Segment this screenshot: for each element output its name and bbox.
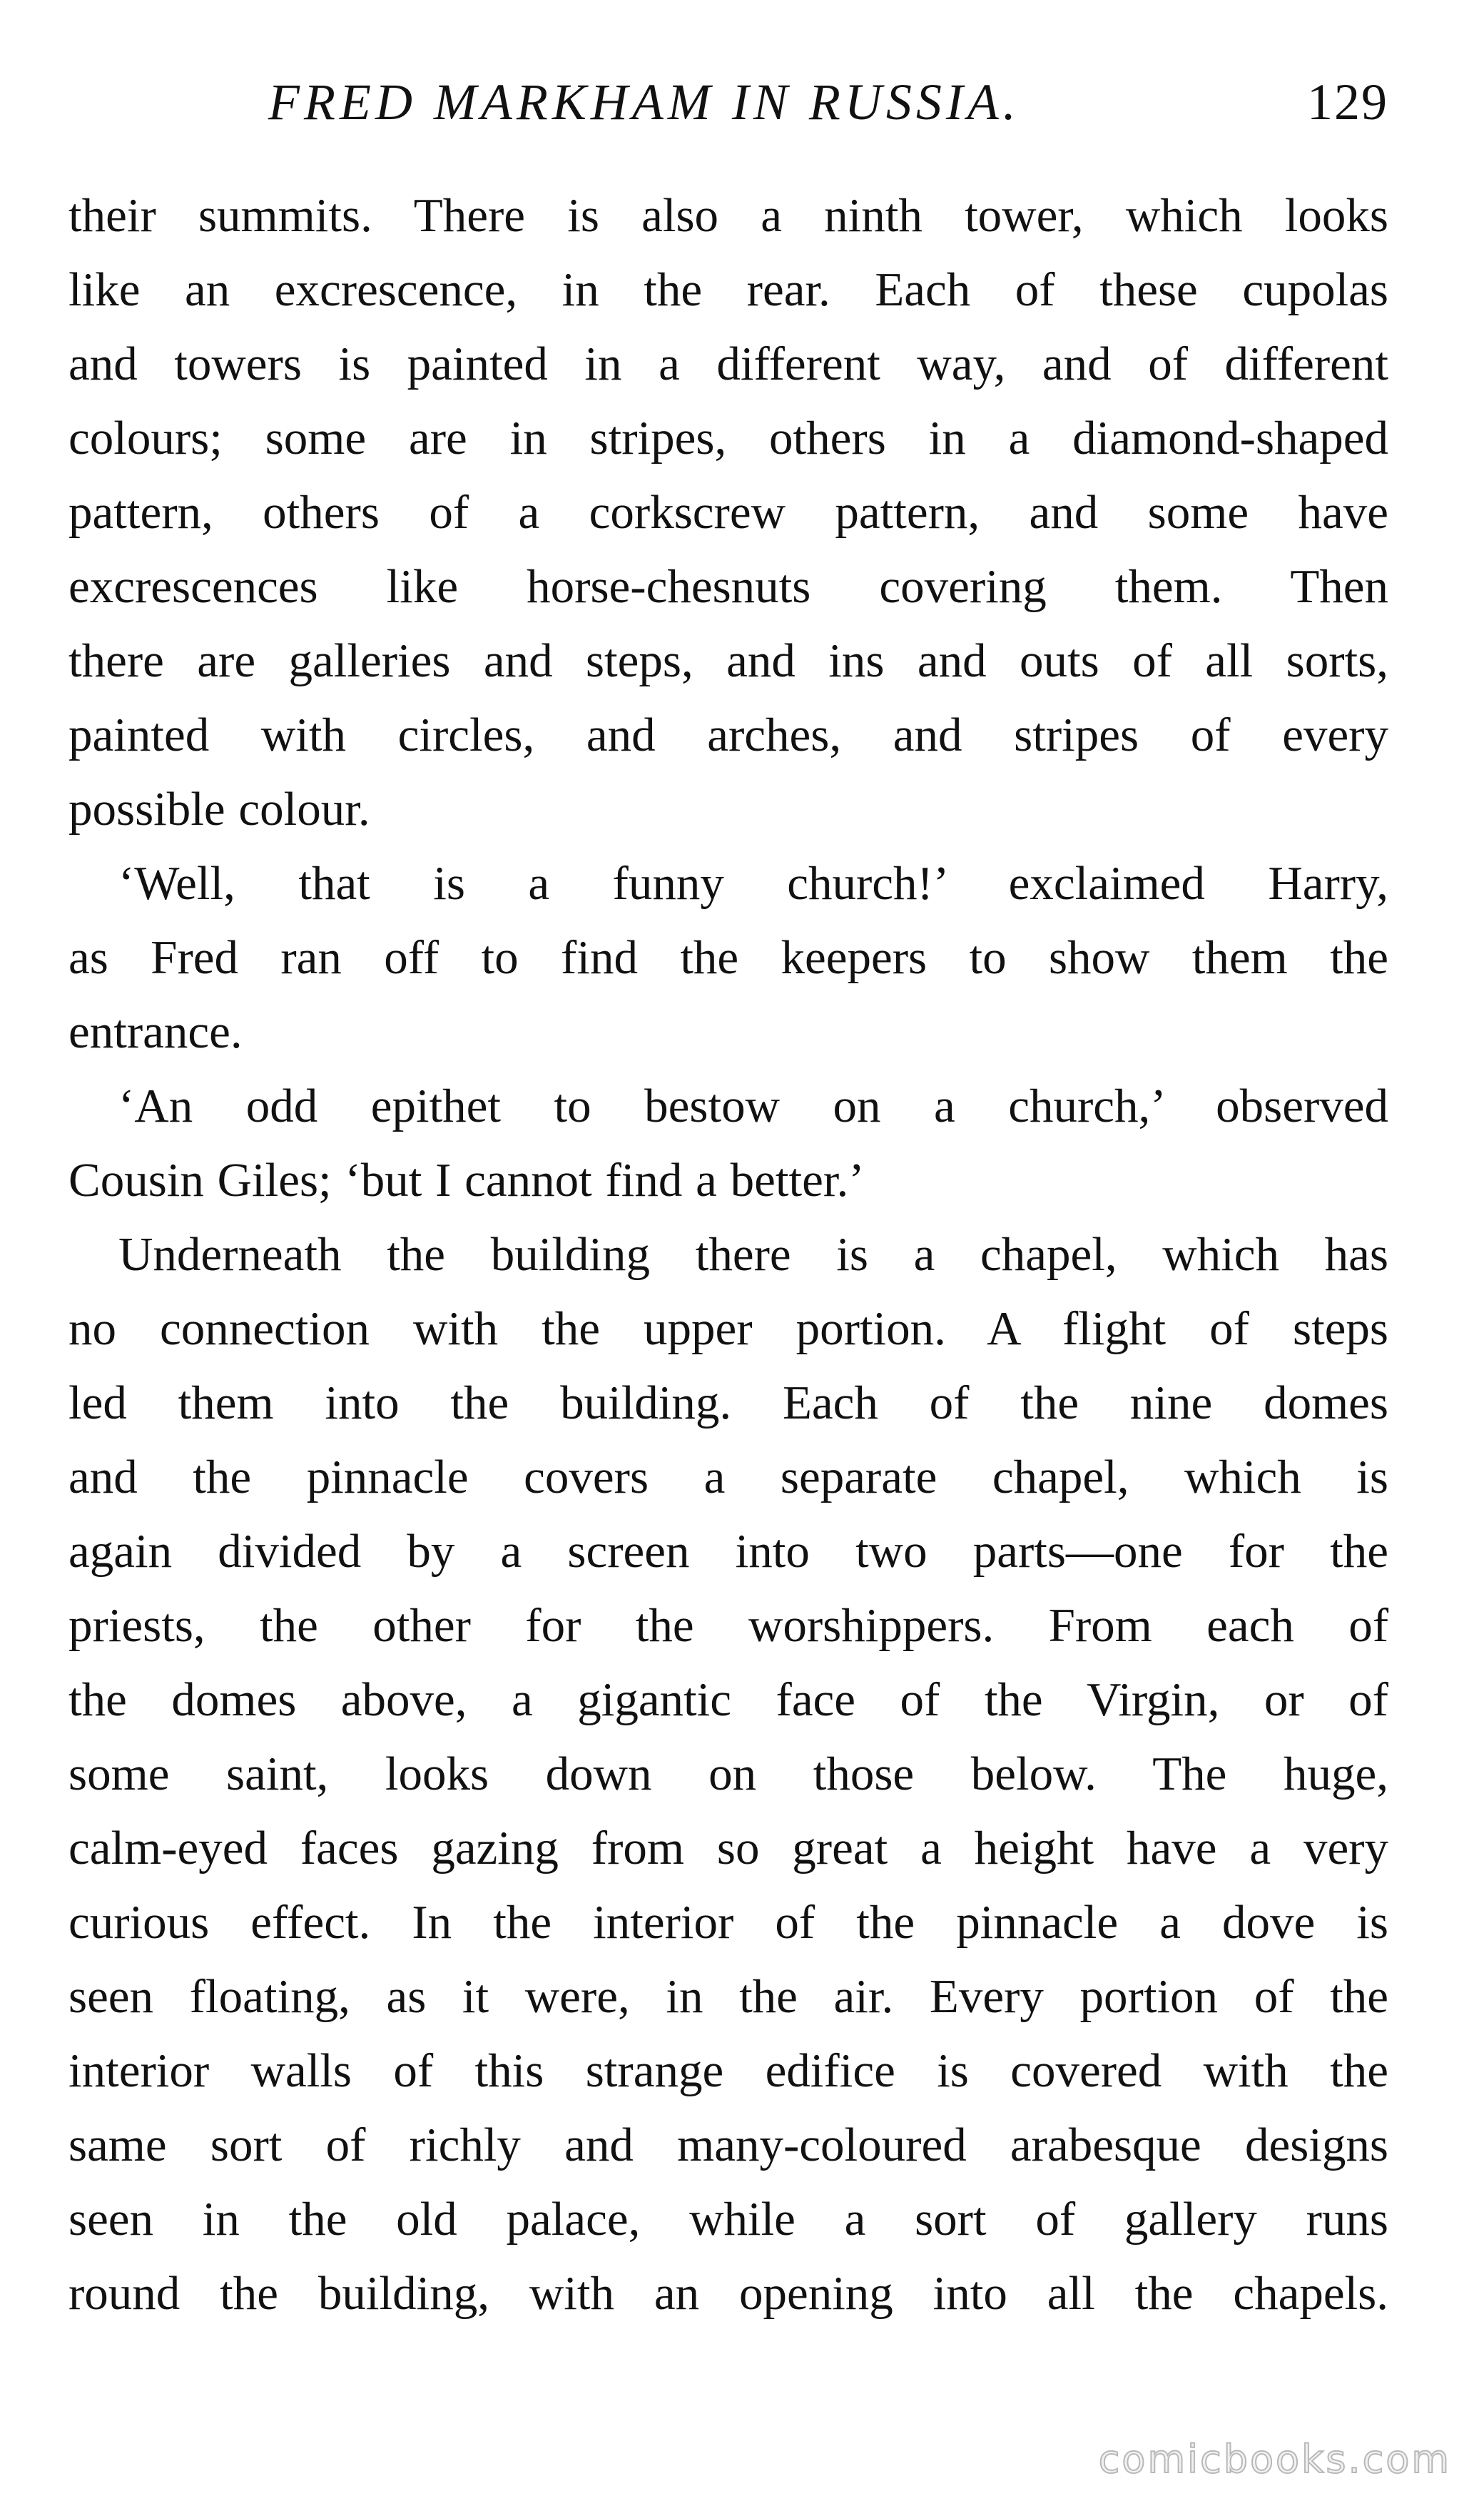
text-line: priests, the other for the worshippers. From each of bbox=[68, 1599, 1388, 1652]
text-line: curious effect. In the interior of the pinnacle a dove is bbox=[68, 1896, 1388, 1949]
text-line: possible colour. bbox=[68, 783, 370, 836]
text-line: interior walls of this strange edifice is covered with the bbox=[68, 2044, 1388, 2097]
text-line: Cousin Giles; ‘but I cannot find a better.’ bbox=[68, 1154, 865, 1207]
text-line: again divided by a screen into two parts—one for the bbox=[68, 1525, 1388, 1578]
text-line: colours; some are in stripes, others in a diamond-shaped bbox=[68, 412, 1388, 465]
text-line: there are galleries and steps, and ins and outs of all sorts, bbox=[68, 634, 1388, 687]
text-line: some saint, looks down on those below. The huge, bbox=[68, 1747, 1388, 1800]
running-title: FRED MARKHAM IN RUSSIA. bbox=[268, 73, 1020, 131]
text-line: as Fred ran off to find the keepers to show them the bbox=[68, 931, 1388, 984]
paragraph bbox=[68, 1069, 1388, 1217]
page-number: 129 bbox=[1307, 73, 1388, 131]
text-line: and the pinnacle covers a separate chapel, which is bbox=[68, 1451, 1388, 1503]
text-line: and towers is painted in a different way, and of different bbox=[68, 338, 1388, 390]
text-line: seen in the old palace, while a sort of gallery runs bbox=[68, 2193, 1388, 2246]
text-line: same sort of richly and many-coloured arabesque designs bbox=[68, 2119, 1388, 2171]
text-line: no connection with the upper portion. A flight of steps bbox=[68, 1302, 1388, 1355]
text-line: their summits. There is also a ninth tower, which looks bbox=[68, 189, 1388, 242]
text-line: led them into the building. Each of the nine domes bbox=[68, 1376, 1388, 1429]
text-line: entrance. bbox=[68, 1005, 243, 1058]
text-line: seen floating, as it were, in the air. Every portion of the bbox=[68, 1970, 1388, 2023]
running-head bbox=[68, 63, 1388, 141]
paragraph bbox=[68, 178, 1388, 846]
text-line: calm-eyed faces gazing from so great a height have a very bbox=[68, 1822, 1388, 1874]
body-text bbox=[68, 178, 1388, 2330]
text-line: round the building, with an opening into all the chapels. bbox=[68, 2267, 1388, 2320]
paragraph bbox=[68, 1217, 1388, 2330]
text-line: painted with circles, and arches, and stripes of every bbox=[68, 709, 1388, 761]
text-line: like an excrescence, in the rear. Each of these cupolas bbox=[68, 263, 1388, 316]
text-line: excrescences like horse-chesnuts covering them. Then bbox=[68, 560, 1388, 613]
text-line: the domes above, a gigantic face of the Virgin, or of bbox=[68, 1673, 1388, 1726]
watermark: comicbooks.com bbox=[1098, 2437, 1451, 2482]
text-line: Underneath the building there is a chapel, which has bbox=[118, 1228, 1388, 1281]
text-line: ‘An odd epithet to bestow on a church,’ observed bbox=[118, 1080, 1388, 1132]
text-line: pattern, others of a corkscrew pattern, and some have bbox=[68, 486, 1388, 539]
paragraph bbox=[68, 846, 1388, 1069]
text-line: ‘Well, that is a funny church!’ exclaimed Harry, bbox=[118, 857, 1388, 910]
